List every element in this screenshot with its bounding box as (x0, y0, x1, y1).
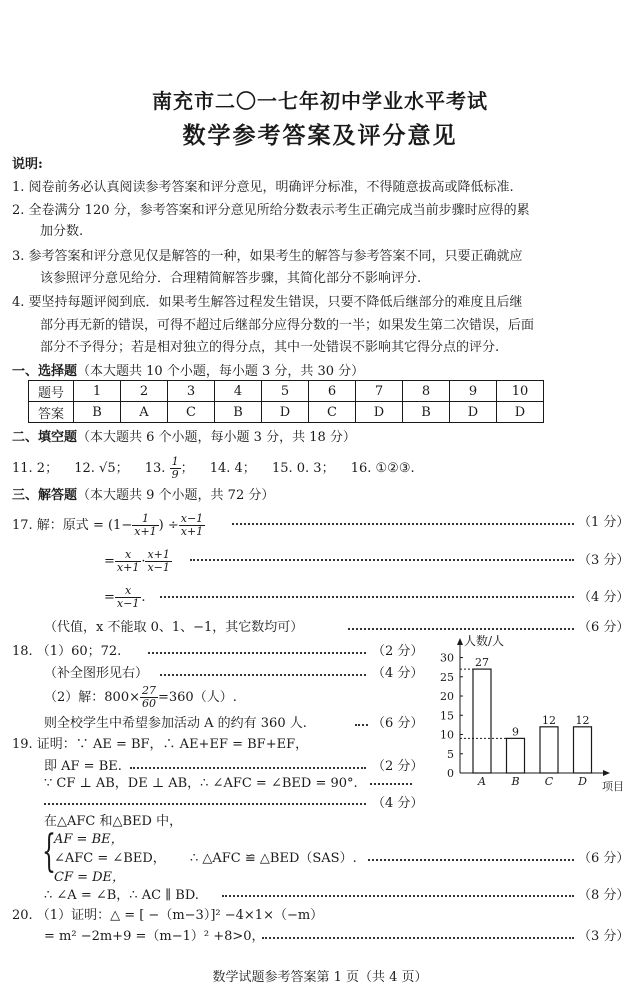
answer-cell: D (450, 402, 497, 423)
q19-line-4: 在△AFC 和△BED 中， (44, 814, 183, 829)
leader-dots (130, 767, 366, 769)
question-number: 3 (168, 381, 215, 402)
answer-cell: B (74, 402, 121, 423)
bar-B (507, 738, 525, 773)
answer-cell: C (168, 402, 215, 423)
note-3-line-1: 3. 参考答案和评分意见仅是解答的一种，如果考生的解答与参考答案不同，只要正确就应 (12, 249, 523, 264)
section-2-desc: （本大题共 6 个小题，每小题 3 分，共 18 分） (77, 430, 356, 445)
leader-dots (262, 937, 574, 939)
notes-heading: 说明: (12, 157, 43, 172)
bar-A (473, 669, 491, 773)
q17-line-4: （代值，x 不能取 0、1、−1，其它数均可） (44, 620, 304, 635)
q19-score-5: （6 分） (578, 851, 630, 866)
x-tick-label-C: C (544, 775, 554, 788)
brace: { (42, 826, 56, 877)
leader-dots (160, 596, 574, 598)
y-tick-label: 25 (440, 670, 454, 684)
answer-cell: C (309, 402, 356, 423)
fraction: $\frac{27}{60}$ (141, 683, 156, 710)
answer-13: 13. $\frac{1}{9}$ ； (144, 455, 194, 482)
q19-score-3: （4 分） (372, 796, 424, 811)
section-3-header (12, 489, 274, 502)
q18-score-4: （6 分） (372, 716, 424, 731)
section-2-header (12, 431, 356, 444)
answer-row (29, 402, 544, 423)
question-number: 1 (74, 381, 121, 402)
answer-11: 11. 2； (12, 461, 59, 477)
answer-cell: B (215, 402, 262, 423)
q17-score-1: （1 分） (578, 515, 630, 530)
question-number: 2 (121, 381, 168, 402)
q17-line-2: = $\frac{x}{x+1}$ · $\frac{x+1}{x-1}$ (104, 547, 170, 574)
section-1-desc: （本大题共 10 个小题，每小题 3 分，共 30 分） (77, 364, 365, 379)
section-1-header (12, 365, 364, 378)
y-tick-label: 30 (440, 651, 454, 665)
question-number: 9 (450, 381, 497, 402)
note-2-line-1: 2. 全卷满分 120 分，参考答案和评分意见所给分数表示考生正确完成当前步骤时应得的累 (12, 203, 530, 218)
exam-subtitle: 数学参考答案及评分意见 (182, 122, 458, 149)
y-tick-label: 10 (440, 728, 454, 742)
x-tick-label-D: D (578, 775, 587, 788)
fraction: $\frac{x}{x-1}$ (116, 583, 140, 610)
q19-line-3: ∵ CF ⊥ AB，DE ⊥ AB，∴ ∠AFC = ∠BED = 90°. (44, 776, 358, 791)
question-number-row (29, 381, 544, 402)
y-tick-label: 20 (440, 690, 454, 704)
q18-line-4: 则全校学生中希望参加活动 A 的约有 360 人. (44, 716, 307, 731)
leader-dots (222, 895, 574, 897)
y-axis-label: 人数/人 (464, 634, 505, 648)
fraction: $\frac{x}{x+1}$ (116, 547, 140, 574)
q19-condition-1: AF = BE， (54, 832, 124, 847)
answer-15: 15. 0. 3； (271, 461, 335, 477)
fraction: $\frac{x+1}{x-1}$ (147, 547, 170, 574)
fraction: $\frac{1}{x+1}$ (134, 511, 157, 538)
section-2-title: 二、填空题 (12, 430, 78, 445)
answer-16: 16. ①②③. (350, 461, 415, 477)
note-4-line-1: 4. 要坚持每题评阅到底．如果考生解答过程发生错误，只要不降低后继部分的难度且后继 (12, 295, 523, 310)
answer-table (28, 380, 544, 423)
question-number: 7 (356, 381, 403, 402)
q17-line-1: 17. 解：原式 = (1− $\frac{1}{x+1}$ ) ÷ $\frac{x-1}{x+1}$ (12, 511, 204, 538)
q17-score-4: （6 分） (578, 620, 630, 635)
question-number: 6 (309, 381, 356, 402)
y-tick-label: 5 (447, 747, 454, 761)
q19-line-1: 19. 证明：∵ AE = BF，∴ AE+EF = BF+EF， (12, 737, 309, 752)
q18-line-2: （补全图形见右） (44, 666, 149, 681)
q19-score-2: （2 分） (372, 759, 424, 774)
q18-line-1: 18. （1）60；72. (12, 644, 122, 659)
note-4-line-3: 部分不予得分；若是相对独立的得分点，其中一处错误不影响其它得分点的评分. (40, 340, 500, 355)
q17-score-2: （3 分） (578, 553, 630, 568)
x-tick-label-B: B (511, 775, 520, 788)
leader-dots (368, 859, 574, 861)
x-axis-label: 项目 (602, 780, 624, 792)
bar-chart (432, 632, 632, 792)
q20-line-2: = m² −2m+9 =（m−1）² +8>0， (44, 929, 265, 944)
leader-dots (370, 783, 412, 785)
data-label-D: 12 (575, 713, 590, 727)
section-3-desc: （本大题共 9 个小题，共 72 分） (77, 488, 275, 503)
q17-line-3: = $\frac{x}{x-1}$ . (104, 583, 146, 610)
leader-dots (355, 724, 368, 726)
fraction: $\frac{1}{9}$ (171, 455, 179, 482)
q19-condition-2: ∠AFC = ∠BED， (54, 851, 166, 866)
q18-score-2: （4 分） (372, 666, 424, 681)
q18-line-3: （2）解：800× $\frac{27}{60}$ =360（人）. (44, 683, 237, 710)
question-number: 10 (497, 381, 544, 402)
answer-14: 14. 4； (209, 461, 256, 477)
q19-condition-3: CF = DE， (54, 870, 126, 885)
q19-conclusion: ∴ △AFC ≌ △BED（SAS）. (190, 851, 357, 866)
x-axis-arrow (603, 770, 610, 776)
x-tick-label-A: A (478, 775, 486, 788)
answer-12: 12. √5； (74, 461, 129, 477)
note-4-line-2: 部分再无新的错误，可得不超过后继部分应得分数的一半；如果发生第二次错误，后面 (40, 318, 535, 333)
answer-cell: B (403, 402, 450, 423)
page-footer: 数学试题参考答案第 1 页（共 4 页） (212, 970, 428, 985)
row-label-question: 题号 (29, 381, 74, 402)
question-number: 4 (215, 381, 262, 402)
note-3-line-2: 该参照评分意见给分．合理精简解答步骤，其简化部分不影响评分. (40, 271, 422, 286)
y-axis-arrow (457, 638, 463, 645)
section-1-title: 一、选择题 (12, 364, 78, 379)
fraction: $\frac{x-1}{x+1}$ (180, 511, 204, 538)
leader-dots (348, 628, 574, 630)
data-label-B: 9 (512, 725, 519, 739)
answer-cell: D (356, 402, 403, 423)
q20-line-1: 20. （1）证明：△ = [ −（m−3）]² −4×1×（−m） (12, 908, 324, 923)
data-label-A: 27 (475, 656, 489, 670)
answer-cell: D (262, 402, 309, 423)
y-tick-label: 15 (440, 709, 454, 723)
note-1: 1. 阅卷前务必认真阅读参考答案和评分意见，明确评分标准，不得随意拔高或降低标准. (12, 180, 514, 195)
answer-cell: D (497, 402, 544, 423)
fill-in-answers (12, 456, 415, 481)
leader-dots (160, 674, 366, 676)
q18-score-1: （2 分） (372, 644, 424, 659)
section-3-title: 三、解答题 (12, 488, 78, 503)
exam-title: 南充市二〇一七年初中学业水平考试 (152, 89, 488, 113)
answer-cell: A (121, 402, 168, 423)
q20-score-2: （3 分） (578, 929, 630, 944)
leader-dots (190, 559, 574, 561)
q19-line-6: ∴ ∠A = ∠B，∴ AC ∥ BD. (44, 888, 199, 903)
leader-dots (148, 652, 366, 654)
question-number: 5 (262, 381, 309, 402)
note-2-line-2: 加分数. (40, 224, 84, 239)
leader-dots (44, 803, 366, 805)
row-label-answer: 答案 (29, 402, 74, 423)
q19-score-6: （8 分） (578, 888, 630, 903)
q19-line-2: 即 AF = BE. (44, 759, 122, 774)
y-tick-label: 0 (447, 767, 454, 780)
bar-D (574, 727, 592, 773)
leader-dots (232, 523, 574, 525)
bar-C (540, 727, 558, 773)
q17-score-3: （4 分） (578, 590, 630, 605)
question-number: 8 (403, 381, 450, 402)
data-label-C: 12 (542, 713, 556, 727)
